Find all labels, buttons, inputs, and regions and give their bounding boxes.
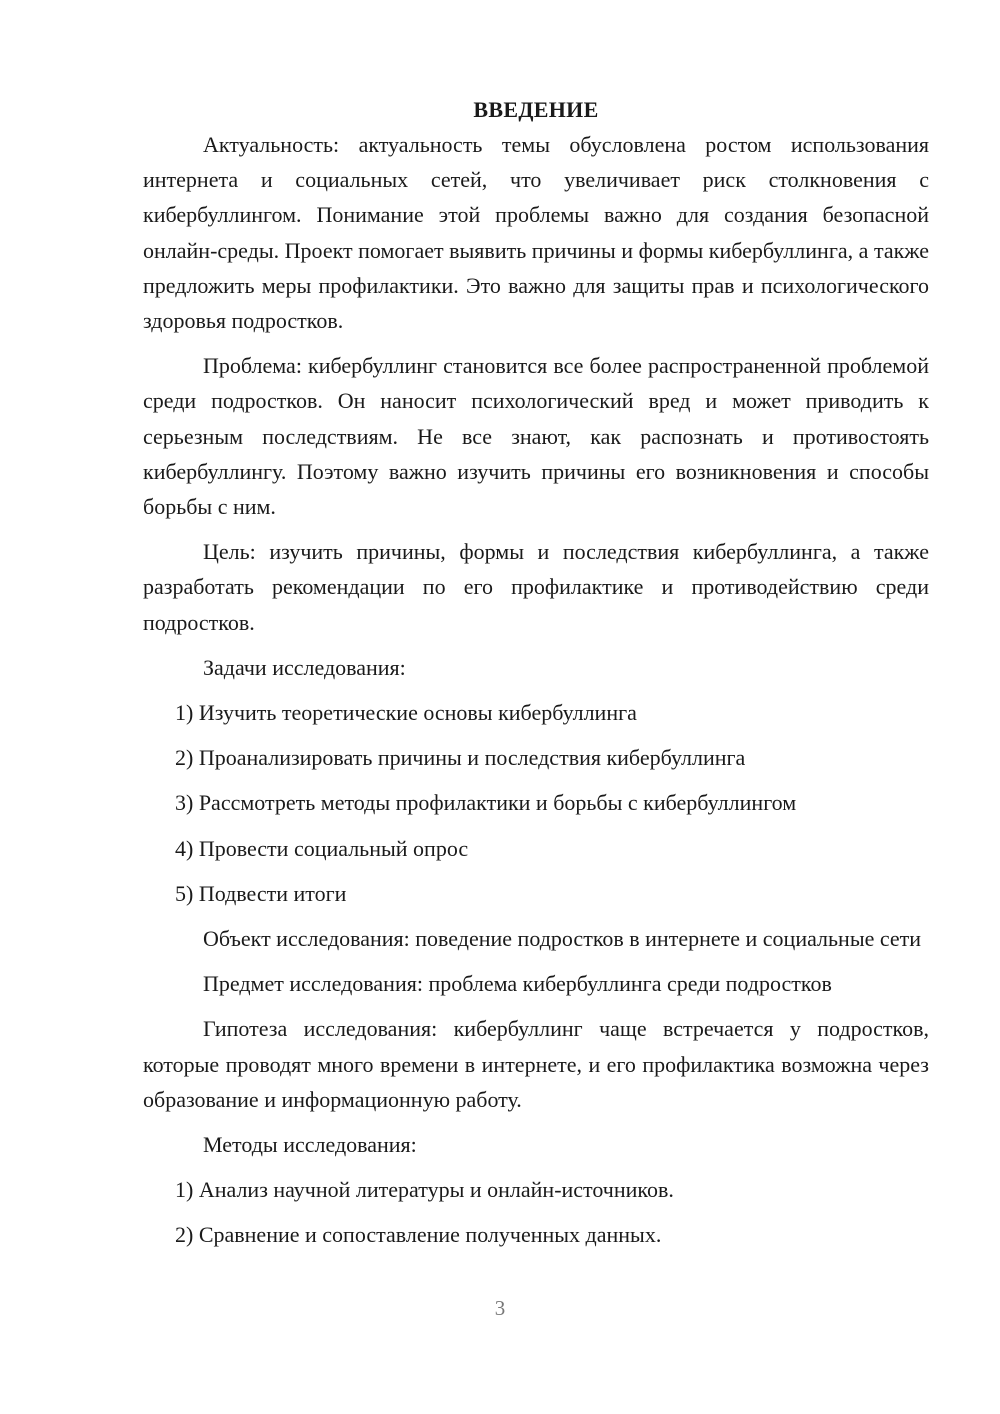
page-title: ВВЕДЕНИЕ: [473, 97, 599, 122]
page-number: 3: [494, 1296, 506, 1320]
document-page: [143, 92, 929, 1263]
subject-paragraph: Предмет исследования: проблема кибербуллинга среди подростков: [203, 971, 832, 997]
methods-heading: Методы исследования:: [203, 1132, 417, 1158]
methods-list: [143, 1172, 929, 1252]
list-item: 5) Подвести итоги: [175, 880, 347, 906]
relevance-paragraph: Актуальность: актуальность темы обусловлена ростом использования интернета и социальных сетей, что увеличивает риск столкновения с кибербуллингом. Понимание этой проблемы важно для создания безопасной онлайн-среды. Проект помогает выявить причины и формы кибербуллинга, а также предложить меры профилактики. Это важно для защиты прав и психологического здоровья подростков.: [143, 132, 929, 334]
list-item: 1) Изучить теоретические основы кибербуллинга: [175, 700, 637, 726]
tasks-list: [143, 695, 929, 911]
hypothesis-paragraph: Гипотеза исследования: кибербуллинг чаще встречается у подростков, которые проводят много времени в интернете, и его профилактика возможна через образование и информационную работу.: [143, 1016, 929, 1112]
list-item: 2) Сравнение и сопоставление полученных данных.: [175, 1222, 662, 1248]
tasks-heading: Задачи исследования:: [203, 654, 406, 680]
object-paragraph: Объект исследования: поведение подростков в интернете и социальные сети: [203, 926, 922, 952]
list-item: 1) Анализ научной литературы и онлайн-источников.: [175, 1177, 674, 1203]
list-item: 4) Провести социальный опрос: [175, 835, 469, 861]
problem-paragraph: Проблема: кибербуллинг становится все более распространенной проблемой среди подростков. Он наносит психологический вред и может приводить к серьезным последствиям. Не все знают, как распознать и противостоять кибербуллингу. Поэтому важно изучить причины его возникновения и способы борьбы с ним.: [143, 353, 929, 520]
goal-paragraph: Цель: изучить причины, формы и последствия кибербуллинга, а также разработать рекомендации по его профилактике и противодействию среди подростков.: [143, 539, 929, 635]
list-item: 2) Проанализировать причины и последствия кибербуллинга: [175, 745, 746, 771]
list-item: 3) Рассмотреть методы профилактики и борьбы с кибербуллингом: [175, 790, 797, 816]
